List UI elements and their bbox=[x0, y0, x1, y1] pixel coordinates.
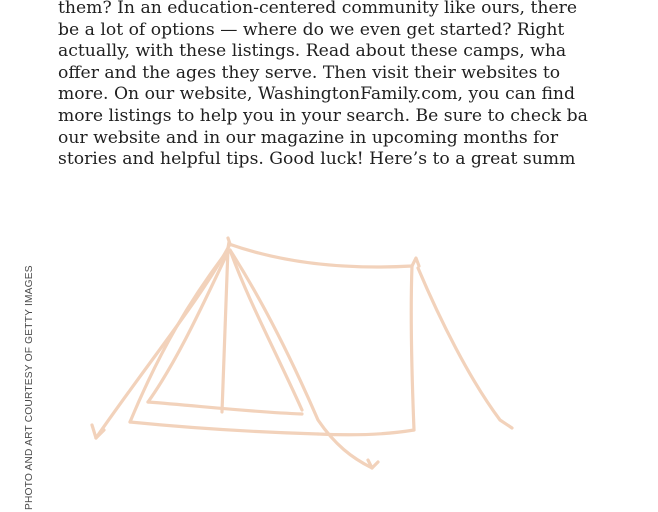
article-line: actually, with these listings. Read about these camps, wha bbox=[58, 41, 567, 62]
article-line: more. On our website, WashingtonFamily.com, you can find bbox=[58, 84, 576, 105]
article-line: more listings to help you in your search. Be sure to check ba bbox=[58, 105, 588, 126]
article-line: be a lot of options — where do we even get started? Right bbox=[58, 19, 565, 40]
article-line: offer and the ages they serve. Then visit their websites to bbox=[58, 62, 561, 83]
article-line: stories and helpful tips. Good luck! Here’s to a great summ bbox=[58, 149, 576, 170]
article-line: our website and in our magazine in upcoming months for bbox=[58, 127, 559, 148]
photo-credit: PHOTO AND ART COURTESY OF GETTY IMAGES bbox=[24, 265, 35, 510]
article-line: them? In an education-centered community like ours, there bbox=[58, 0, 578, 18]
